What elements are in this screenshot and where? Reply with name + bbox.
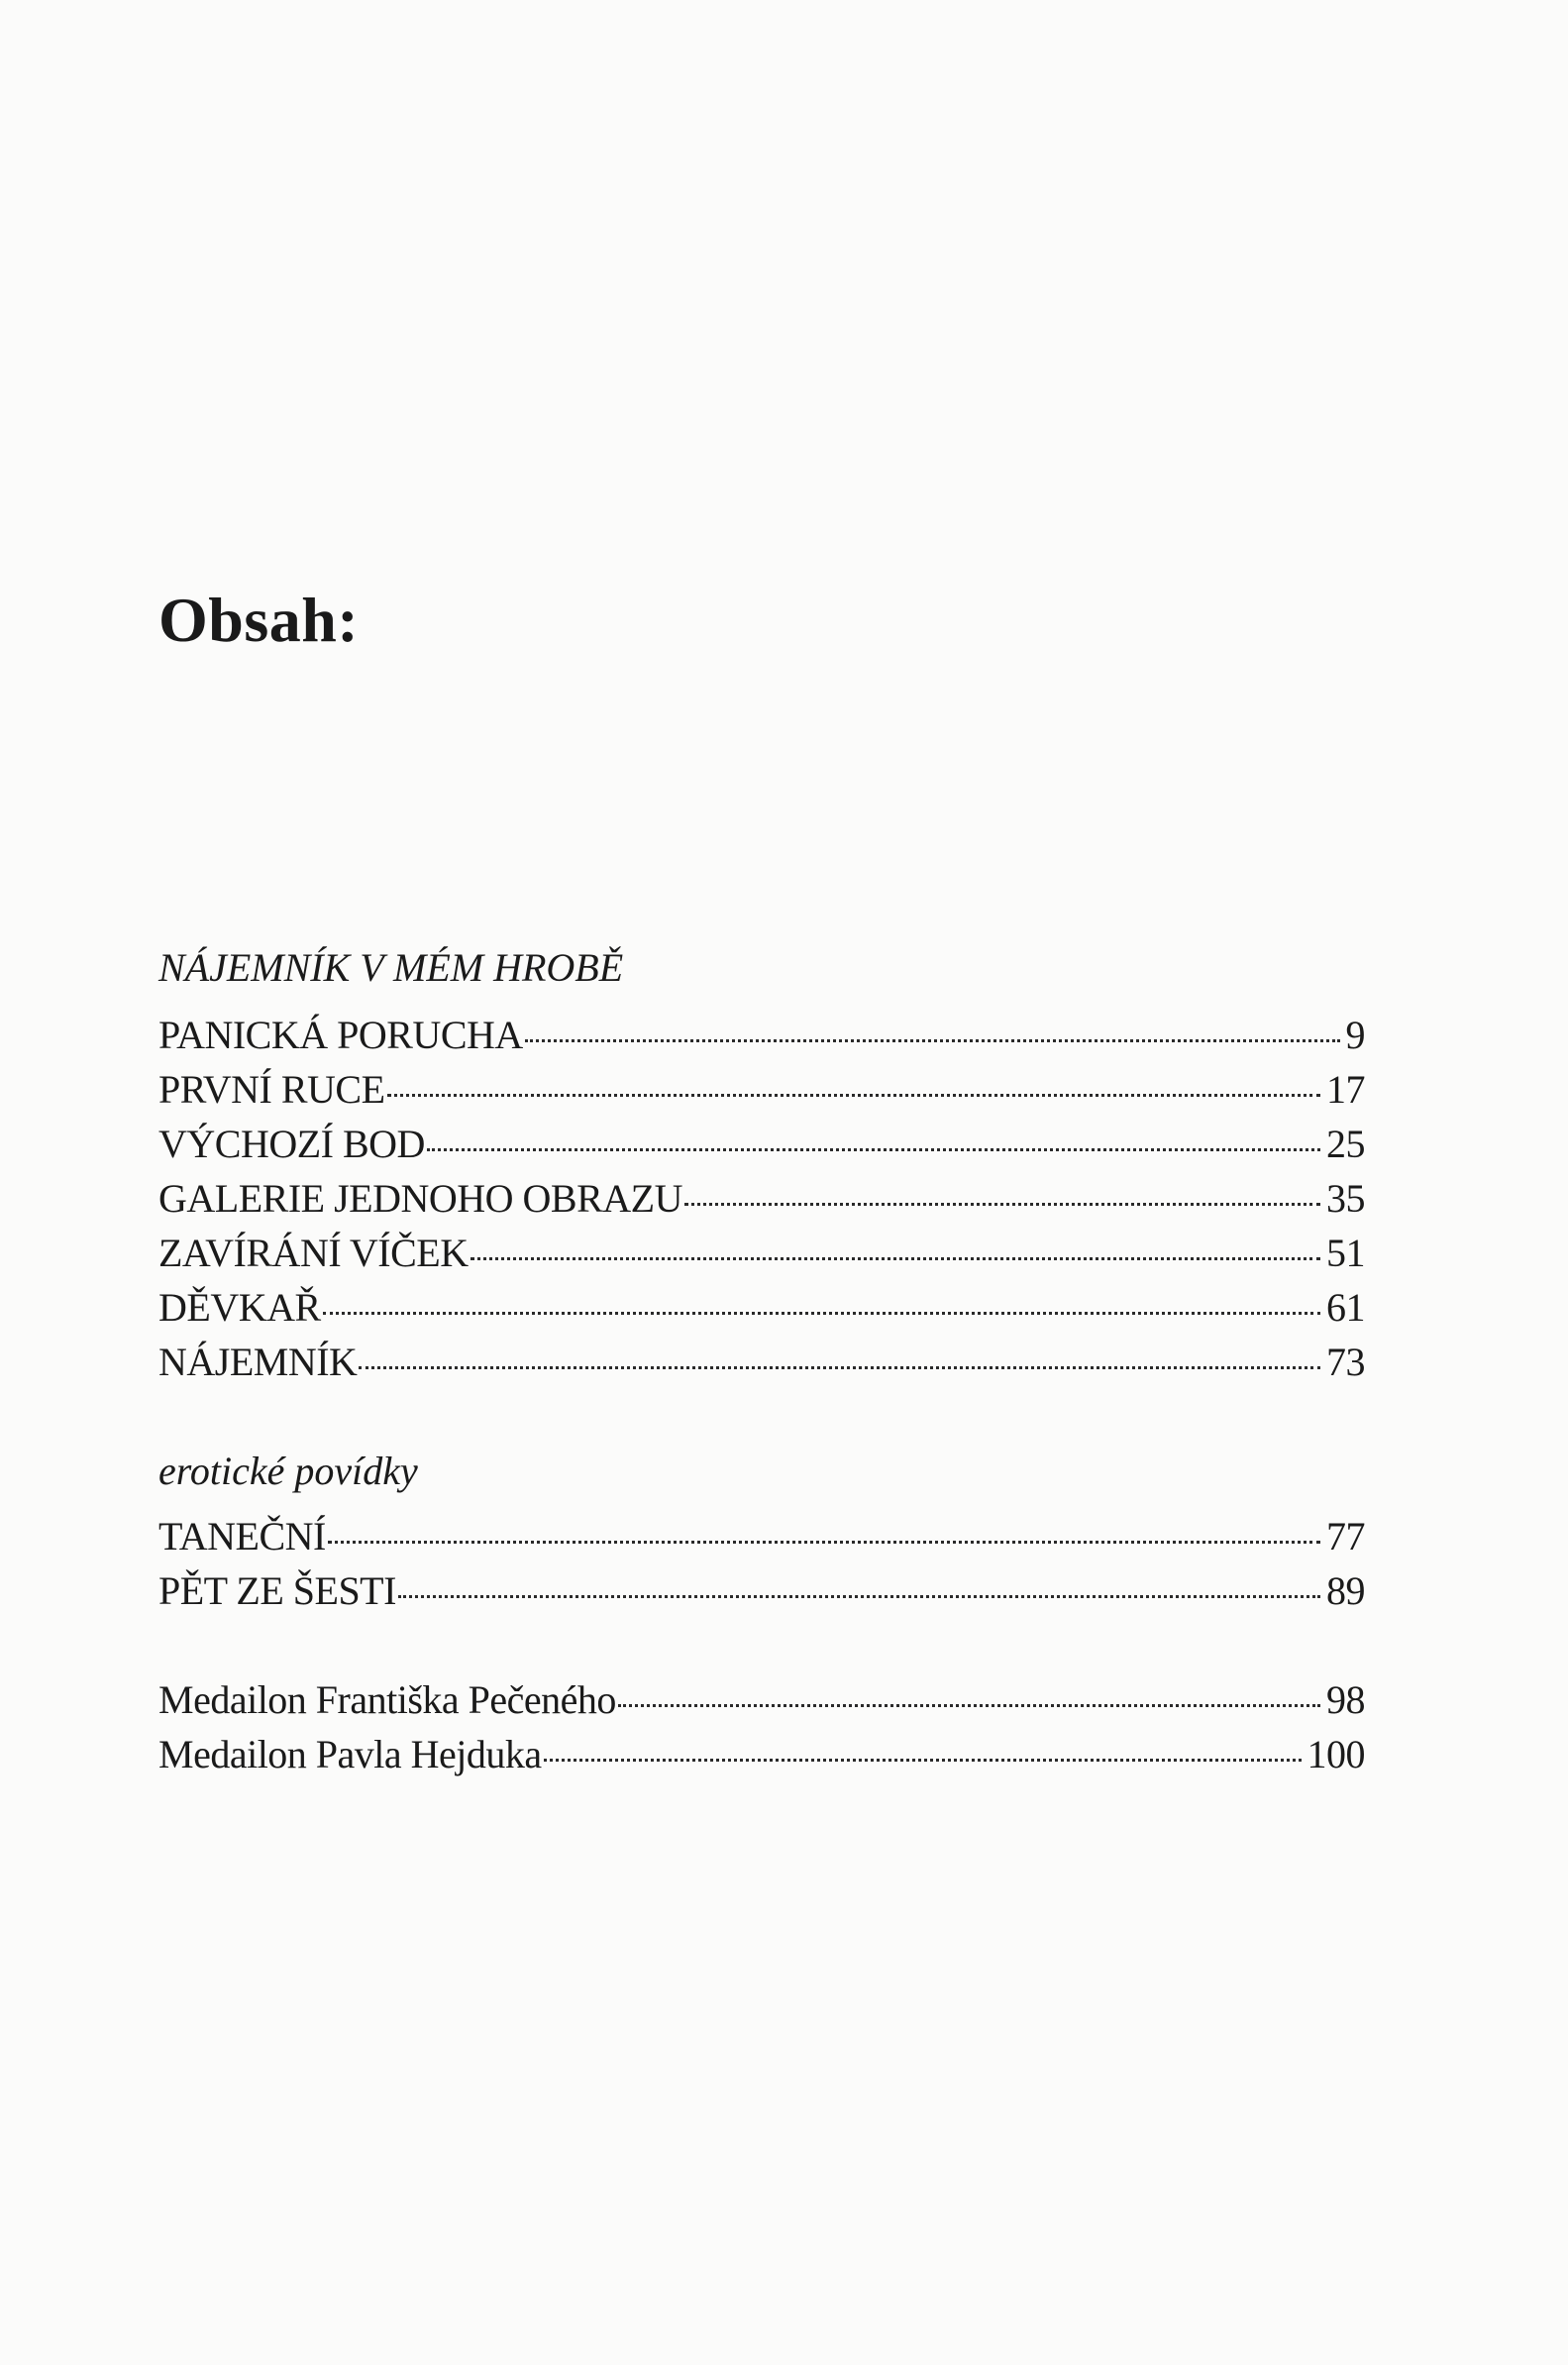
dot-leader	[525, 1039, 1340, 1042]
toc-entry	[158, 1673, 1365, 1727]
entry-page-number: 9	[1345, 1013, 1365, 1057]
entry-page-number: 17	[1326, 1067, 1365, 1112]
dot-leader	[398, 1595, 1320, 1598]
entry-title: ZAVÍRÁNÍ VÍČEK	[158, 1231, 469, 1275]
dot-leader	[684, 1203, 1320, 1206]
toc-entry	[158, 1227, 1365, 1280]
dot-leader	[323, 1312, 1320, 1315]
entry-page-number: 25	[1326, 1122, 1365, 1166]
entry-page-number: 61	[1326, 1285, 1365, 1330]
entry-title: Medailon Pavla Hejduka	[158, 1732, 542, 1776]
entry-page-number: 98	[1326, 1677, 1365, 1722]
page-title: Obsah:	[158, 585, 360, 655]
toc-entry	[158, 1564, 1365, 1618]
entry-title: TANEČNÍ	[158, 1514, 326, 1559]
dot-leader	[387, 1094, 1321, 1097]
entry-page-number: 89	[1326, 1568, 1365, 1613]
entry-title: VÝCHOZÍ BOD	[158, 1122, 425, 1166]
dot-leader	[470, 1257, 1320, 1260]
toc-entry	[158, 1063, 1365, 1117]
toc-entry	[158, 1009, 1365, 1062]
entry-title: PĚT ZE ŠESTI	[158, 1568, 396, 1613]
section-heading-eroticke-povidky: erotické povídky	[158, 1449, 418, 1493]
entry-page-number: 51	[1326, 1231, 1365, 1275]
dot-leader	[328, 1541, 1320, 1544]
entry-title: Medailon Františka Pečeného	[158, 1677, 616, 1722]
toc-entry	[158, 1281, 1365, 1335]
entry-title: DĚVKAŘ	[158, 1285, 321, 1330]
toc-entry	[158, 1118, 1365, 1171]
toc-entry	[158, 1510, 1365, 1563]
dot-leader	[618, 1704, 1320, 1707]
dot-leader	[359, 1366, 1320, 1369]
entry-title: GALERIE JEDNOHO OBRAZU	[158, 1176, 682, 1221]
entry-title: PANICKÁ PORUCHA	[158, 1013, 523, 1057]
dot-leader	[427, 1148, 1320, 1151]
entry-page-number: 77	[1326, 1514, 1365, 1559]
entry-title: PRVNÍ RUCE	[158, 1067, 385, 1112]
toc-entry	[158, 1172, 1365, 1226]
section-heading-najemnik-v-mem-hrobe: NÁJEMNÍK V MÉM HROBĚ	[158, 945, 624, 990]
entry-title: NÁJEMNÍK	[158, 1340, 358, 1384]
dot-leader	[544, 1759, 1302, 1762]
toc-entry	[158, 1336, 1365, 1389]
entry-page-number: 100	[1307, 1732, 1365, 1776]
entry-page-number: 73	[1326, 1340, 1365, 1384]
toc-entry	[158, 1728, 1365, 1781]
entry-page-number: 35	[1326, 1176, 1365, 1221]
